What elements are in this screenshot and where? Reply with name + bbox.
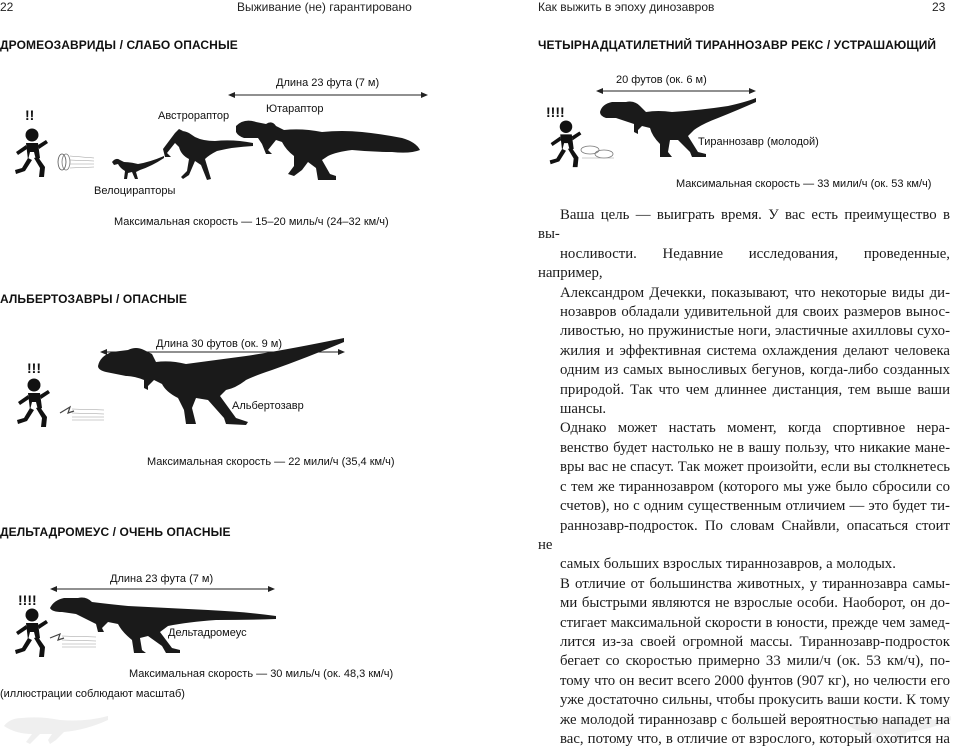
text-line: В отличие от большинства животных, у тираннозавра самы- bbox=[560, 575, 950, 592]
dromaeo-speed: Максимальная скорость — 15–20 миль/ч (24–32 км/ч) bbox=[114, 216, 389, 228]
text-line: раннозавр-подросток. По словам Снайвли, опасаться стоит не bbox=[538, 517, 950, 553]
exclaim-icon: !! bbox=[25, 107, 35, 123]
right-running-title: Как выжить в эпоху динозавров bbox=[538, 0, 715, 14]
text-line: же молодой тираннозавр с большей вероятностью нападет на bbox=[560, 711, 950, 728]
deltadromeus-label: Дельтадромеус bbox=[168, 627, 247, 639]
trex-length-arrow bbox=[596, 86, 756, 96]
dromaeo-length-label: Длина 23 фута (7 м) bbox=[276, 77, 380, 89]
text-line: уже достаточно сильны, чтобы прокусить ваши кости. К тому bbox=[560, 692, 950, 709]
text-line: вры вас не спасут. Так может произойти, если вы столкнетесь bbox=[560, 459, 950, 476]
scale-note: (иллюстрации соблюдают масштаб) bbox=[0, 688, 185, 700]
juvenile-trex-label: Тираннозавр (молодой) bbox=[698, 136, 819, 148]
trex-heading: ЧЕТЫРНАДЦАТИЛЕТНИЙ ТИРАННОЗАВР РЕКС / УСТРАШАЮЩИЙ bbox=[538, 38, 937, 52]
text-line: Однако может настать момент, когда спортивное нера- bbox=[560, 420, 950, 437]
motion-lines-icon bbox=[56, 150, 96, 174]
delta-speed: Максимальная скорость — 30 миль/ч (ок. 48,3 км/ч) bbox=[129, 668, 394, 680]
exclaim-icon: !!!! bbox=[546, 104, 565, 120]
utahraptor-icon bbox=[232, 116, 422, 182]
article-body bbox=[538, 206, 950, 749]
paragraph bbox=[538, 419, 950, 574]
exclaim-icon: !!!! bbox=[18, 592, 37, 608]
text-line: вас, потому что, в отличие от взрослого, который охотится на bbox=[560, 730, 950, 747]
text-line: ливостью, но пружинистые ноги, эластичные ахилловы сухо- bbox=[560, 323, 950, 340]
text-line: носливости. Недавние исследования, проведенные, например, bbox=[538, 245, 950, 282]
australoraptor-label: Австрораптор bbox=[158, 110, 230, 122]
text-line: бегает со скоростью примерно 33 мили/ч (ок. 53 км/ч), по- bbox=[560, 653, 950, 670]
text-line: ми быстрыми являются не взрослые особи. Наоборот, он до- bbox=[560, 595, 950, 612]
text-line: Ваша цель — выиграть время. У вас есть преимущество в вы- bbox=[538, 207, 950, 243]
exclaim-icon: !!! bbox=[27, 360, 41, 376]
text-line: тому что он весит всего 2000 фунтов (907 кг), но челюсти его bbox=[560, 672, 950, 689]
text-line: жилия и эффективная система охлаждения делают человека bbox=[560, 342, 950, 359]
text-line: самых больших взрослых тираннозавров, а молодых. bbox=[560, 556, 896, 573]
trex-length-label: 20 футов (ок. 6 м) bbox=[616, 74, 707, 86]
text-line: нозавров обладали удивительной для своих размеров вынос- bbox=[560, 304, 950, 321]
text-line: с тем же тираннозавром (которого мы уже было сбросили со bbox=[560, 478, 950, 495]
dinosaur-watermark-icon bbox=[0, 706, 110, 746]
text-line: стигает максимальной скорости в юности, прежде чем замед- bbox=[560, 614, 950, 631]
text-line: одним из самых выносливых бегунов, когда-либо созданных bbox=[560, 362, 950, 379]
albert-speed: Максимальная скорость — 22 мили/ч (35,4 км/ч) bbox=[147, 456, 395, 468]
left-running-title: Выживание (не) гарантировано bbox=[237, 0, 412, 14]
utahraptor-label: Ютараптор bbox=[266, 103, 324, 115]
running-person-icon bbox=[12, 608, 52, 660]
text-line: Александром Дечекки, показывают, что некоторые виды ди- bbox=[560, 284, 950, 301]
albertosaurus-icon bbox=[96, 336, 346, 426]
delta-heading: ДЕЛЬТАДРОМЕУС / ОЧЕНЬ ОПАСНЫЕ bbox=[0, 525, 231, 539]
text-line: счетов), но с одним существенным отличием — это будет ти- bbox=[560, 498, 950, 515]
dromaeo-length-arrow bbox=[228, 90, 428, 100]
deltadromeus-icon bbox=[48, 592, 278, 654]
left-page-number: 22 bbox=[0, 0, 14, 14]
albertosaurus-label: Альбертозавр bbox=[232, 400, 304, 412]
delta-length-label: Длина 23 фута (7 м) bbox=[110, 573, 214, 585]
right-page-number: 23 bbox=[932, 0, 946, 14]
running-person-icon bbox=[12, 128, 52, 180]
paragraph bbox=[538, 575, 950, 749]
text-line: лится из-за своей огромной массы. Тираннозавр-подросток bbox=[560, 633, 950, 650]
text-line: венство будет настолько не в вашу пользу, что никакие мане- bbox=[560, 439, 950, 456]
juvenile-trex-icon bbox=[598, 96, 758, 162]
albert-heading: АЛЬБЕРТОЗАВРЫ / ОПАСНЫЕ bbox=[0, 292, 188, 306]
albert-length-label: Длина 30 футов (ок. 9 м) bbox=[156, 338, 283, 350]
velociraptors-label: Велоцирапторы bbox=[94, 185, 176, 197]
text-line: природой. Так что чем длиннее дистанция, тем выше ваши bbox=[560, 381, 950, 398]
running-person-icon bbox=[14, 378, 54, 430]
paragraph bbox=[538, 206, 950, 419]
trex-speed: Максимальная скорость — 33 мили/ч (ок. 53 км/ч) bbox=[676, 178, 932, 190]
dromaeo-heading: ДРОМЕОЗАВРИДЫ / СЛАБО ОПАСНЫЕ bbox=[0, 38, 238, 52]
text-line: шансы. bbox=[560, 401, 607, 418]
